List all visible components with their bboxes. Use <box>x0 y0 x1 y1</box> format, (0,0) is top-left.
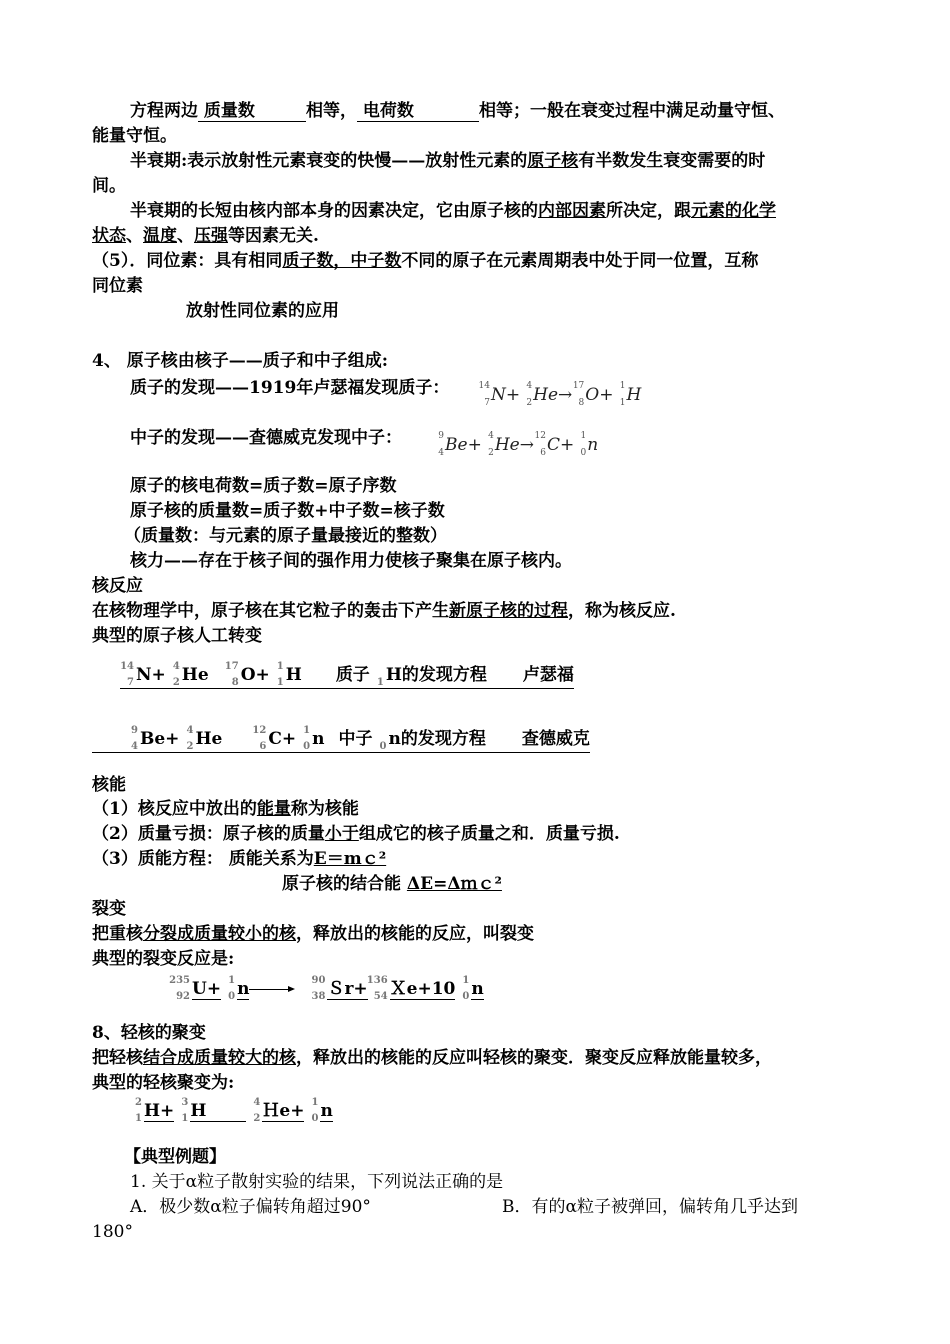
symbol: n <box>587 435 599 455</box>
text: 核力——存在于核子间的强作用力使核子聚集在原子核内。 <box>130 551 572 571</box>
sub-sup: 4 2 <box>526 381 533 408</box>
line-fission-definition <box>92 923 534 945</box>
text: 典型的原子核人工转变 <box>92 626 262 646</box>
symbol: H <box>190 1101 207 1121</box>
option-a <box>130 1196 371 1218</box>
nuclide-index: 2 1 <box>135 1097 142 1124</box>
line-energy-1 <box>92 798 359 820</box>
nuclide-index: 0 <box>379 741 387 752</box>
nuclide-index: 235 92 <box>169 975 190 1002</box>
answer-text: 原子核 <box>527 151 579 171</box>
text: 放射性同位素的应用 <box>186 301 339 321</box>
nuclide-index: 136 54 <box>366 975 388 1002</box>
arrow-icon: → <box>558 385 573 405</box>
text: 1. 关于α粒子散射实验的结果，下列说法正确的是 <box>130 1172 504 1192</box>
symbol: He <box>533 385 559 405</box>
label-chadwick: 查德威克 <box>521 729 590 749</box>
nuclide-index: 1 0 <box>462 975 470 1002</box>
text: 8、轻核的聚变 <box>92 1023 206 1043</box>
equation-gap <box>206 1101 246 1122</box>
nuclide-index: 4 2 <box>172 661 180 688</box>
nuclide-index: 4 2 <box>253 1097 261 1124</box>
symbol: Be <box>445 435 468 455</box>
blank-mass-number <box>198 101 306 122</box>
text: 把重核 <box>92 924 143 944</box>
symbol: + <box>505 385 521 405</box>
fission-title <box>92 898 126 920</box>
question-1 <box>130 1171 503 1193</box>
arrow-icon: → <box>519 435 534 455</box>
symbol: n <box>312 729 325 749</box>
text: B．有的α粒子被弹回，偏转角几乎达到 <box>502 1197 798 1217</box>
proton-equation <box>478 382 641 408</box>
text: （3）质能方程： 质能关系为 <box>92 849 314 869</box>
symbol: Be+ <box>140 729 180 749</box>
text: 称为核能 <box>290 799 359 819</box>
text: H的发现方程 <box>385 665 487 685</box>
answer-text: 分裂成质量较小的核 <box>143 924 296 944</box>
answer-text: ΔE=Δｍｃ² <box>406 874 502 894</box>
text: ，释放出的核能的反应，叫裂变 <box>296 924 534 944</box>
symbol: C+ <box>268 729 297 749</box>
line-mass-note <box>124 525 447 547</box>
text: 间。 <box>92 176 126 196</box>
example-title <box>124 1146 226 1168</box>
line-half-life-factors-cont <box>92 225 319 247</box>
sub-sup: 14 7 <box>478 381 490 408</box>
option-b-cont <box>92 1221 133 1243</box>
text: （质量数：与元素的原子量最接近的整数） <box>124 526 447 546</box>
text: 裂变 <box>92 899 126 919</box>
text: （5）．同位素：具有相同 <box>92 251 283 271</box>
text: ，称为核反应. <box>568 601 676 621</box>
text: 把轻核 <box>92 1048 143 1068</box>
nuclide-index: 1 <box>376 677 384 688</box>
nuclide-index: 1 0 <box>303 725 311 752</box>
answer-text: 质量数 <box>203 101 255 121</box>
line-half-life-cont <box>92 175 126 197</box>
equation-underline <box>92 726 590 753</box>
fusion-title <box>92 1022 206 1044</box>
answer-text: E＝mｃ² <box>313 849 387 869</box>
text: 中子的发现——查德威克发现中子： <box>130 428 402 448</box>
answer-text: 质子数，中子数 <box>282 251 402 271</box>
answer-text: 元素的化学 <box>691 201 776 221</box>
text: 典型的轻核聚变为: <box>92 1073 235 1093</box>
answer-text: 新原子核的过程 <box>449 601 568 621</box>
line-typical-transmutation <box>92 625 262 647</box>
answer-text: 内部因素 <box>538 201 606 221</box>
line-fusion-typical <box>92 1072 234 1094</box>
equation-underline <box>120 662 574 689</box>
symbol: + <box>559 435 575 455</box>
option-b <box>502 1196 798 1218</box>
text: （2）质量亏损：原子核的质量 <box>92 824 325 844</box>
equation-rutherford <box>120 662 574 689</box>
line-fission-typical <box>92 948 234 970</box>
line-energy-3 <box>92 848 386 870</box>
text: ，释放出的核能的反应叫轻核的聚变．聚变反应释放能量较多， <box>296 1048 772 1068</box>
text: 相等， <box>306 101 357 121</box>
text: 方程两边 <box>130 101 198 121</box>
text: 能量守恒。 <box>92 126 177 146</box>
reaction-title <box>92 575 143 597</box>
text: 【典型例题】 <box>124 1147 226 1167</box>
line-fusion-definition <box>92 1047 772 1069</box>
line-proton-discovery <box>130 377 449 399</box>
text: n的发现方程 <box>388 729 486 749</box>
text: 等因素无关. <box>228 226 319 246</box>
equation-chadwick <box>92 726 590 753</box>
answer-text: 能量 <box>256 799 291 819</box>
nuclide-index: 1 0 <box>228 975 236 1002</box>
symbol: N+ <box>136 665 166 685</box>
symbol: H <box>626 385 642 405</box>
text: 、 <box>177 226 194 246</box>
text: 原子核的结合能 <box>282 874 401 894</box>
symbol: n <box>237 979 250 999</box>
symbol: He <box>181 665 209 685</box>
answer-text: 温度 <box>143 226 177 246</box>
line-binding-energy <box>282 873 502 895</box>
line-isotope <box>92 250 758 272</box>
symbol: N <box>491 385 506 405</box>
nuclide-index: 17 8 <box>224 661 239 688</box>
text: 半衰期的长短由核内部本身的因素决定，它由原子核的 <box>130 201 538 221</box>
symbol: O <box>585 385 600 405</box>
symbol: n <box>471 979 484 999</box>
symbol: + <box>599 385 614 405</box>
text: 半衰期:表示放射性元素衰变的快慢——放射性元素的 <box>130 151 528 171</box>
text: 典型的裂变反应是: <box>92 949 235 969</box>
line-reaction-definition <box>92 600 676 622</box>
text: 有半数发生衰变需要的时 <box>578 151 766 171</box>
sub-sup: 1 0 <box>580 431 587 458</box>
line-energy-2 <box>92 823 620 845</box>
answer-text: 状态 <box>92 226 126 246</box>
text: 核反应 <box>92 576 143 596</box>
sub-sup: 9 4 <box>438 431 444 458</box>
line-half-life-factors <box>130 200 776 222</box>
equation-fusion <box>128 1098 333 1124</box>
symbol: O+ <box>240 665 270 685</box>
nuclide-index: 90 38 <box>311 975 326 1002</box>
nuclide-index: 4 2 <box>186 725 194 752</box>
label-neutron: 中子 <box>338 729 373 749</box>
sub-sup: 1 1 <box>619 381 626 408</box>
line-isotope-application <box>186 300 339 322</box>
symbol: He <box>494 435 520 455</box>
nuclide-index: 14 7 <box>120 661 134 688</box>
neutron-equation <box>432 432 598 458</box>
symbol: He <box>195 729 223 749</box>
arrow-icon <box>249 989 293 990</box>
symbol: U+ <box>192 979 222 999</box>
line-equation-balance <box>130 100 785 122</box>
text: 组成它的核子质量之和．质量亏损. <box>358 824 620 844</box>
text: 原子的核电荷数=质子数=原子序数 <box>130 476 397 496</box>
nuclide-index: 1 1 <box>276 661 284 688</box>
nuclide-index: 12 6 <box>252 725 267 752</box>
text: 同位素 <box>92 276 143 296</box>
line-nuclear-force <box>130 550 572 572</box>
answer-text: 压强 <box>194 226 228 246</box>
energy-title <box>92 774 126 796</box>
text: 所决定，跟 <box>606 201 691 221</box>
symbol: n <box>320 1101 333 1121</box>
line-isotope-cont <box>92 275 143 297</box>
text: 相等；一般在衰变过程中满足动量守恒、 <box>479 101 785 121</box>
symbol: Ｘe+10 <box>389 979 456 999</box>
symbol: Ｓr+ <box>327 979 368 999</box>
line-energy-conservation <box>92 125 177 147</box>
label-proton: 质子 <box>335 665 370 685</box>
text: 180° <box>92 1222 133 1242</box>
text: （1）核反应中放出的 <box>92 799 257 819</box>
line-mass-number <box>130 500 445 522</box>
answer-text: 电荷数 <box>362 101 414 121</box>
section-4-title <box>92 350 388 372</box>
answer-text: 结合成质量较大的核 <box>143 1048 296 1068</box>
nuclide-index: 3 1 <box>181 1097 189 1124</box>
text: 质子的发现——1919年卢瑟福发现质子： <box>130 378 450 398</box>
equation-fission <box>170 976 484 1002</box>
sub-sup: 17 8 <box>572 381 585 408</box>
text: 4、 原子核由核子——质子和中子组成: <box>92 351 389 371</box>
sub-sup: 12 6 <box>534 431 546 458</box>
symbol: + <box>467 435 482 455</box>
nuclide-index: 9 4 <box>131 725 138 752</box>
symbol: H+ <box>144 1101 175 1121</box>
text: 原子核的质量数=质子数+中子数=核子数 <box>130 501 445 521</box>
answer-text: 小于 <box>324 824 359 844</box>
text: 在核物理学中，原子核在其它粒子的轰击下产生 <box>92 601 449 621</box>
text: 、 <box>126 226 143 246</box>
line-neutron-discovery <box>130 427 402 449</box>
blank-charge-number <box>357 101 479 122</box>
nuclide-index: 1 0 <box>311 1097 319 1124</box>
symbol: H <box>285 665 302 685</box>
label-rutherford: 卢瑟福 <box>522 665 574 685</box>
line-half-life-definition <box>130 150 765 172</box>
sub-sup: 4 2 <box>488 431 494 458</box>
text: A．极少数α粒子偏转角超过90° <box>130 1197 371 1217</box>
line-nuclear-charge <box>130 475 397 497</box>
text: 不同的原子在元素周期表中处于同一位置，互称 <box>401 251 759 271</box>
text: 核能 <box>92 775 126 795</box>
symbol: Ｈe+ <box>262 1101 305 1121</box>
symbol: C <box>546 435 560 455</box>
